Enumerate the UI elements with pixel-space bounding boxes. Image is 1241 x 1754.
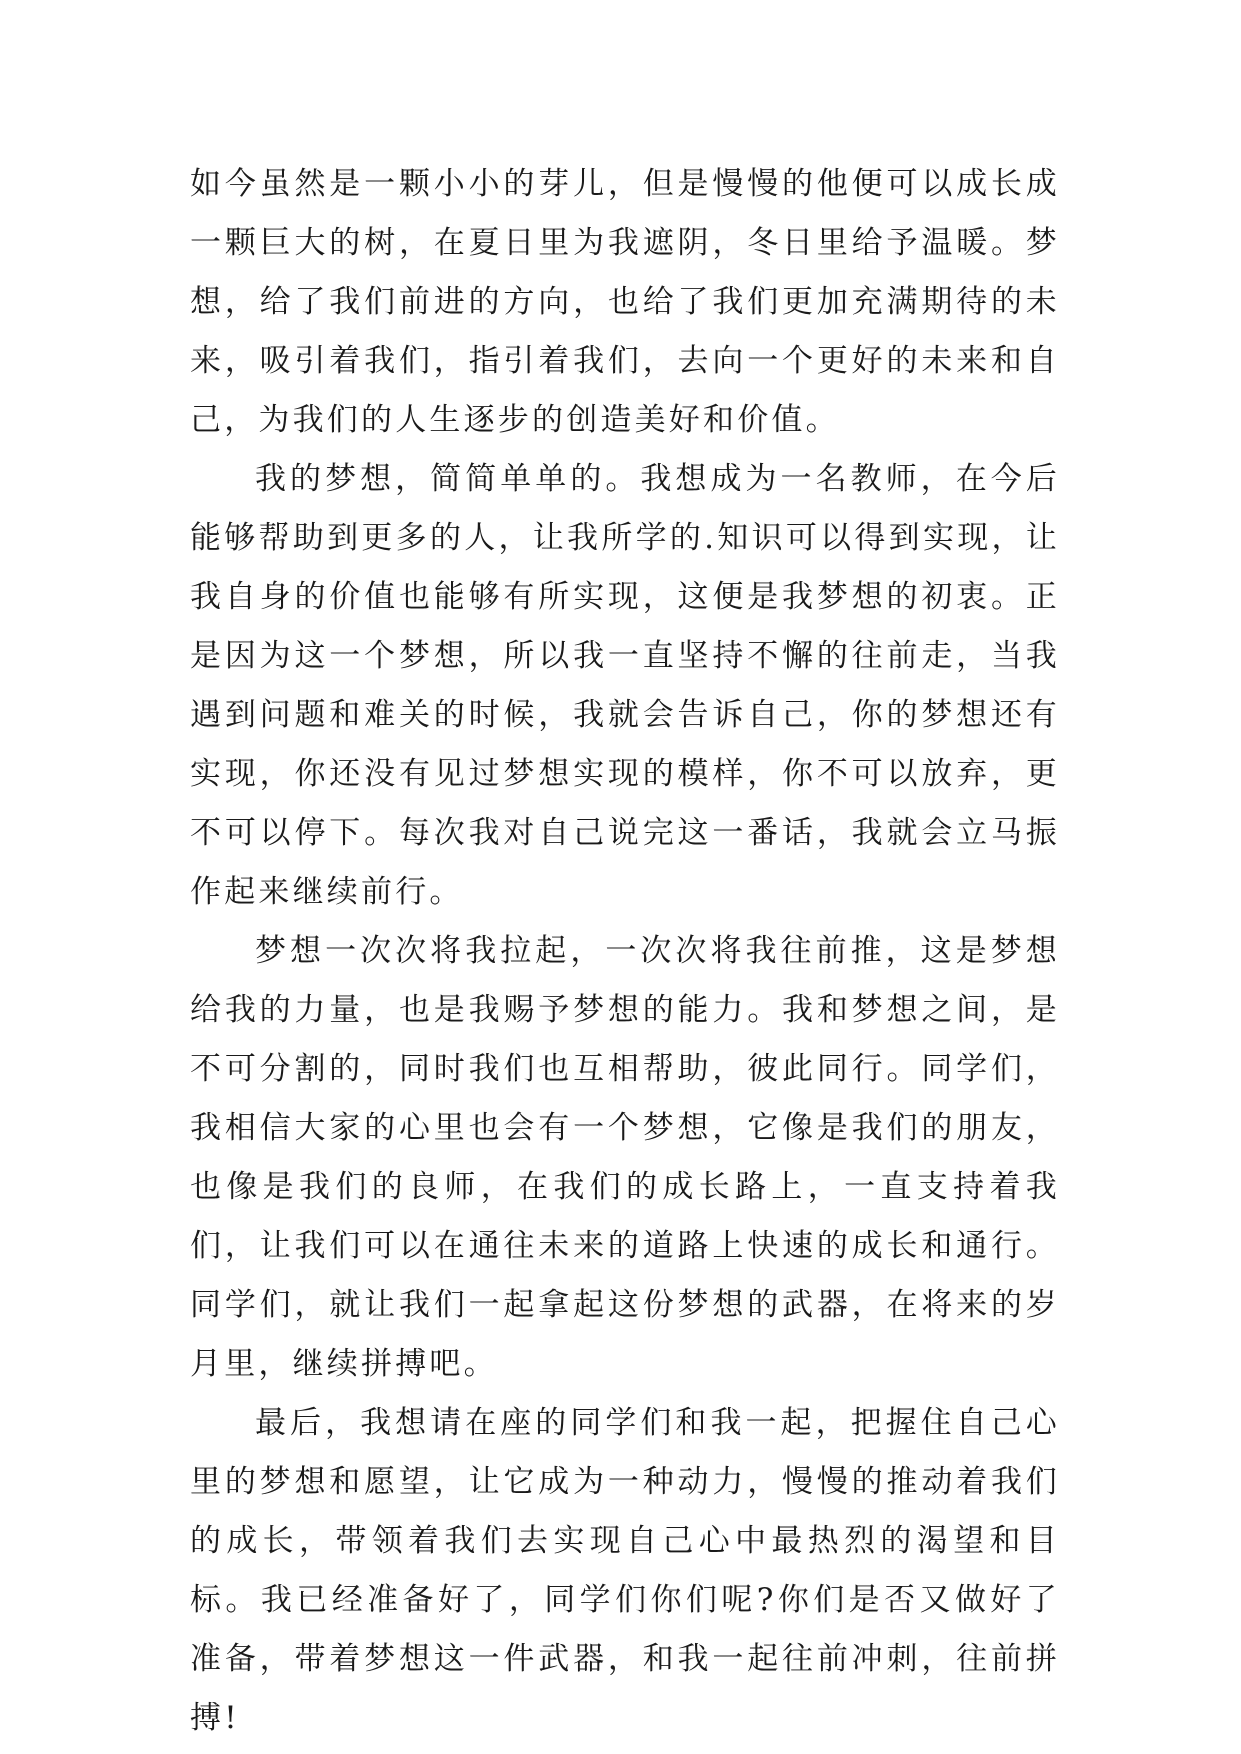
document-body bbox=[190, 155, 1060, 1748]
paragraph-3: 梦想一次次将我拉起，一次次将我往前推，这是梦想给我的力量，也是我赐予梦想的能力。我和梦想之间，是不可分割的，同时我们也互相帮助，彼此同行。同学们，我相信大家的心里也会有一个梦想，它像是我们的朋友，也像是我们的良师，在我们的成长路上，一直支持着我们，让我们可以在通往未来的道路上快速的成长和通行。同学们，就让我们一起拿起这份梦想的武器，在将来的岁月里，继续拼搏吧。 bbox=[190, 933, 1060, 1382]
paragraph-4: 最后，我想请在座的同学们和我一起，把握住自己心里的梦想和愿望，让它成为一种动力，慢慢的推动着我们的成长，带领着我们去实现自己心中最热烈的渴望和目标。我已经准备好了，同学们你们呢?你们是否又做好了准备，带着梦想这一件武器，和我一起往前冲刺，往前拼搏! bbox=[190, 1405, 1060, 1736]
paragraph-2: 我的梦想，简简单单的。我想成为一名教师，在今后能够帮助到更多的人，让我所学的.知识可以得到实现，让我自身的价值也能够有所实现，这便是我梦想的初衷。正是因为这一个梦想，所以我一直坚持不懈的往前走，当我遇到问题和难关的时候，我就会告诉自己，你的梦想还有实现，你还没有见过梦想实现的模样，你不可以放弃，更不可以停下。每次我对自己说完这一番话，我就会立马振作起来继续前行。 bbox=[190, 461, 1060, 910]
paragraph-1: 如今虽然是一颗小小的芽儿，但是慢慢的他便可以成长成一颗巨大的树，在夏日里为我遮阴，冬日里给予温暖。梦想，给了我们前进的方向，也给了我们更加充满期待的未来，吸引着我们，指引着我们，去向一个更好的未来和自己，为我们的人生逐步的创造美好和价值。 bbox=[190, 166, 1060, 438]
